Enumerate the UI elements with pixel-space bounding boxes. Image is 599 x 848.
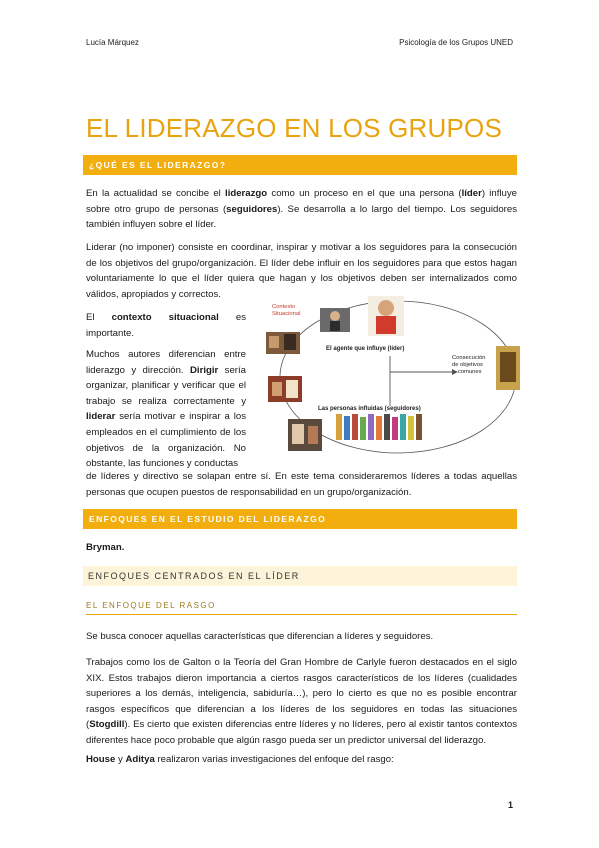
paragraph-contexto: El contexto situacional es importante.	[86, 312, 246, 339]
section-heading-que-es: ¿QUÉ ES EL LIDERAZGO?	[83, 155, 517, 175]
author-bryman: Bryman.	[86, 542, 125, 553]
label-followers: Las personas influidas (seguidores)	[318, 406, 421, 412]
page-number: 1	[507, 800, 513, 810]
label-agent: El agente que influye (líder)	[326, 346, 405, 352]
label-goal-3: comunes	[458, 369, 482, 375]
header-course: Psicología de los Grupos UNED	[399, 38, 513, 47]
label-context-2: Situacional	[272, 311, 301, 317]
subheading-rasgo: EL ENFOQUE DEL RASGO	[86, 601, 517, 615]
followers-figures	[336, 414, 422, 440]
label-goal-1: Consecución	[452, 355, 486, 361]
header-author: Lucía Márquez	[86, 38, 139, 47]
paragraph-house-aditya: House y Aditya realizaron varias investigaciones del enfoque del rasgo:	[86, 754, 394, 765]
section-heading-enfoques: ENFOQUES EN EL ESTUDIO DEL LIDERAZGO	[83, 509, 517, 529]
paragraph-direccion: Muchos autores diferencian entre liderazgo y dirección. Dirigir sería organizar, planificar y verificar que el trabajo se realiza correctamente y liderar sería motivar e inspirar a los empleados en el cumplimiento de los objetivos de la organización. No obstante, las funciones y conductas	[86, 349, 246, 470]
page-title: EL LIDERAZGO EN LOS GRUPOS	[86, 113, 503, 143]
label-context-1: Contexto	[272, 304, 296, 310]
paragraph-definition: En la actualidad se concibe el liderazgo como un proceso en el que una persona (líder) influye sobre otro grupo de personas (seguidores). Se desarrolla a lo largo del tiempo. Los seguidores también influyen sobre el líder.	[86, 188, 518, 231]
paragraph-solapan: de líderes y directivo se solapan entre sí. En este tema consideraremos líderes a todas aquellas personas que ocupen puestos de responsabilidad en un grupo/organización.	[86, 471, 517, 498]
paragraph-rasgo-intro: Se busca conocer aquellas características que diferencian a líderes y seguidores.	[86, 631, 434, 642]
paragraph-galton: Trabajos como los de Galton o la Teoría del Gran Hombre de Carlyle fueron destacados en el siglo XIX. Estos trabajos dieron importancia a ciertos rasgos característicos de los líderes (cualidades superiores a los demás, inteligencia, sabiduría…), pero lo cierto es que no es posible encontrar rasgos específicos que diferencian a los líderes de los seguidores en todas las situaciones (Stogdill). Es cierto que existen diferencias entre líderes y no líderes, pero al existir tantos contextos diferentes hace poco probable que algún rasgo pueda ser un predictor universal del liderazgo.	[86, 657, 517, 746]
subsection-bar-lider: ENFOQUES CENTRADOS EN EL LÍDER	[83, 566, 517, 586]
leadership-diagram	[264, 294, 522, 458]
label-goal-2: de objetivos	[452, 362, 483, 368]
paragraph-liderar: Liderar (no imponer) consiste en coordinar, inspirar y motivar a los seguidores para la consecución de los objetivos del grupo/organización. El líder debe influir en los seguidores para que estos hagan voluntariamente lo que el líder quiera que hagan y los objetivos deben ser internalizados como válidos, apropiados y correctos.	[86, 242, 517, 300]
